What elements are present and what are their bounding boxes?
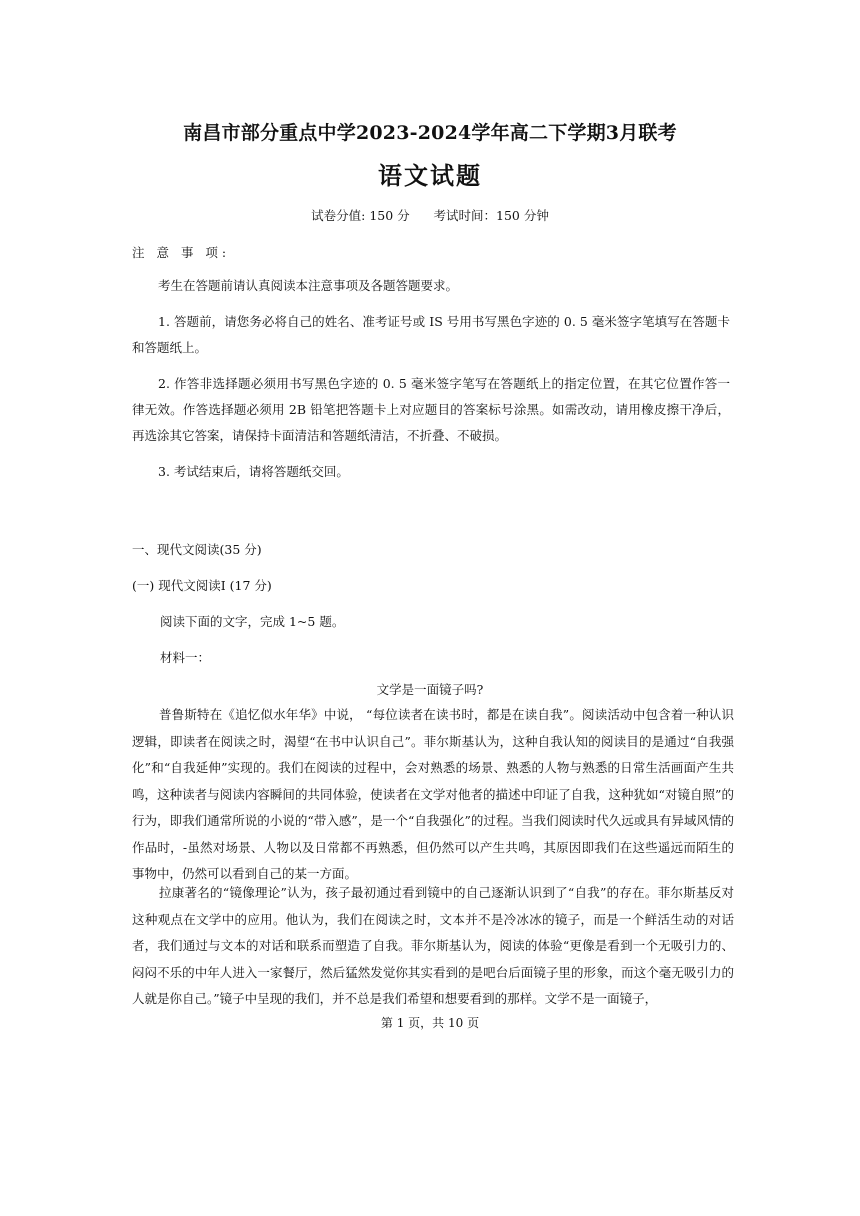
- page-number: 第 1 页，共 10 页: [380, 1016, 480, 1030]
- notice-item-2: 2. 作答非选择题必须用书写黑色字迹的 0. 5 毫米签字笔写在答题纸上的指定位置，在其它位置作答一律无效。作答选择题必须用 2B 铅笔把答题卡上对应题目的答案标号涂黑。如需改动，请用橡皮擦干净后，再选涂其它答案，请保持卡面清洁和答题纸清洁，不折叠、不破损。: [132, 376, 730, 443]
- notice-intro: 考生在答题前请认真阅读本注意事项及各题答题要求。: [158, 278, 459, 293]
- material-label: 材料一：: [160, 650, 211, 665]
- section-heading-part1: 一、现代文阅读(35 分): [132, 542, 262, 557]
- exam-subject-title: 语文试题: [378, 161, 482, 190]
- article-paragraph-1: 普鲁斯特在《追忆似水年华》中说， “每位读者在读书时，都是在读自我”。阅读活动中包含着一种认识逻辑，即读者在阅读之时，渴望“在书中认识自己”。菲尔斯基认为，这种自我认知的阅读目的是通过“自我强化”和“自我延伸”实现的。我们在阅读的过程中，会对熟悉的场景、熟悉的人物与熟悉的日常生活画面产生共鸣，这种读者与阅读内容瞬间的共同体验，使读者在文学对他者的描述中印证了自我，这种犹如“对镜自照”的行为，即我们通常所说的小说的“带入感”，是一个“自我强化”的过程。当我们阅读时代久远或具有异域风情的作品时，-虽然对场景、人物以及日常都不再熟悉，但仍然可以产生共鸣，其原因即我们在这些遥远而陌生的事物中，仍然可以看到自己的某一方面。: [132, 707, 734, 881]
- notice-item-1: 1. 答题前，请您务必将自己的姓名、准考证号或 IS 号用书写黑色字迹的 0. 5 毫米签字笔填写在答题卡和答题纸上。: [132, 314, 730, 355]
- notice-heading: 注 意 事 项:: [132, 245, 231, 260]
- article-paragraph-2: 拉康著名的“镜像理论”认为，孩子最初通过看到镜中的自己逐渐认识到了“自我”的存在。菲尔斯基反对这种观点在文学中的应用。他认为，我们在阅读之时，文本并不是冷冰冰的镜子，而是一个鲜活生动的对话者，我们通过与文本的对话和联系而塑造了自我。菲尔斯基认为，阅读的体验“更像是看到一个无吸引力的、闷闷不乐的中年人进入一家餐厅，然后猛然发觉你其实看到的是吧台后面镜子里的形象，而这个毫无吸引力的人就是你自己。”镜子中呈现的我们，并不总是我们希望和想要看到的那样。文学不是一面镜子，: [132, 885, 734, 1006]
- section-heading-reading-1: (一) 现代文阅读Ⅰ (17 分): [132, 578, 272, 593]
- notice-item-3: 3. 考试结束后，请将答题纸交回。: [158, 464, 349, 479]
- exam-meta-info: 试卷分值: 150 分 考试时间：150 分钟: [311, 208, 549, 223]
- article-title: 文学是一面镜子吗?: [376, 682, 484, 697]
- reading-instruction: 阅读下面的文字，完成 1~5 题。: [160, 614, 345, 629]
- exam-title: 南昌市部分重点中学2023-2024学年高二下学期3月联考: [183, 122, 677, 144]
